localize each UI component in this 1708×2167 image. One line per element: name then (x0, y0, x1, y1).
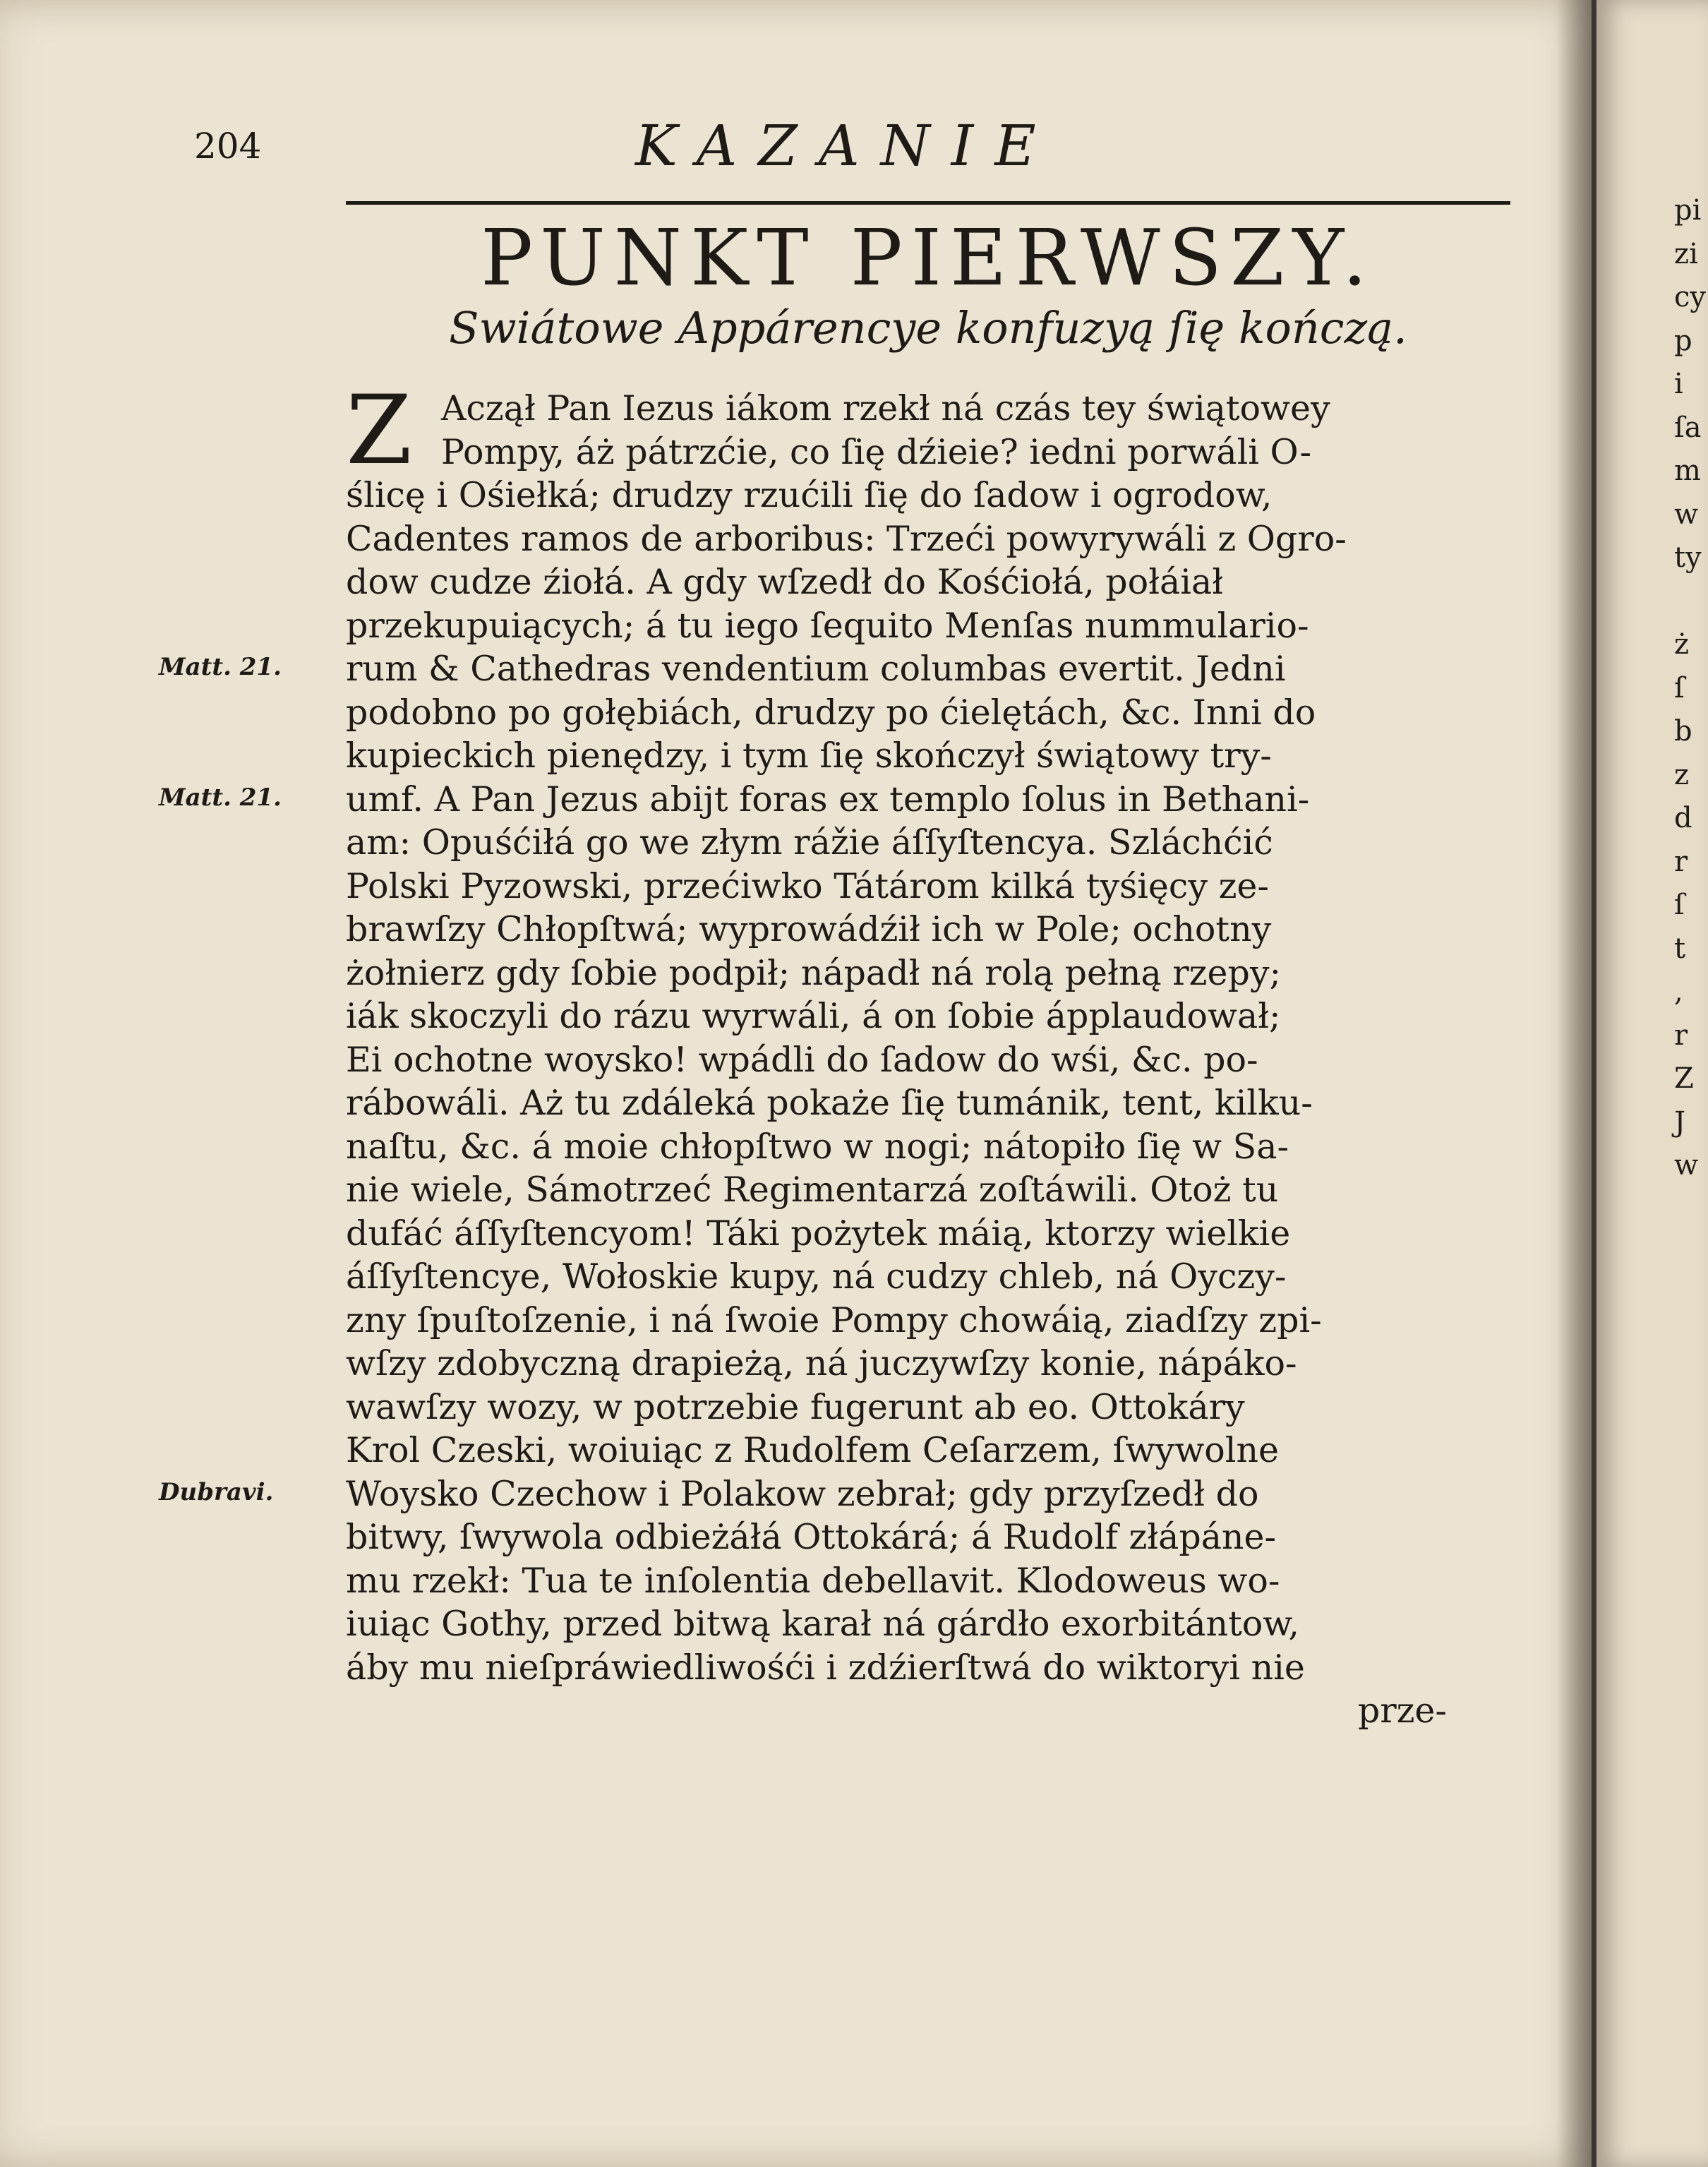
facing-page-edge (1596, 0, 1708, 2167)
header-rule (346, 201, 1510, 205)
text-line: iák skoczyli do rázu wyrwáli, á on ſobie ápplaudował; (346, 996, 1281, 1036)
margin-note: Matt. 21. (159, 783, 282, 812)
facing-page-fragment: r (1674, 845, 1688, 878)
binding-gutter (1556, 0, 1592, 2167)
text-line: mu rzekł: Tua te inſolentia debellavit. Klodoweus wo- (346, 1560, 1280, 1601)
text-line: brawſzy Chłopſtwá; wyprowádźił ich w Pole; ochotny (346, 909, 1272, 949)
facing-page-fragment (1674, 585, 1708, 628)
text-line: rum & Cathedras vendentium columbas evertit. Jedni (346, 649, 1286, 689)
facing-page-fragment: zi (1674, 237, 1698, 270)
facing-page-fragment: d (1674, 802, 1692, 834)
page-number: 204 (194, 126, 262, 167)
section-subtitle: Swiátowe Appárencye konfuzyą ſię kończą. (449, 302, 1407, 354)
facing-page-fragment: w (1674, 1149, 1699, 1182)
text-line: Cadentes ramos de arboribus: Trzeći powyrywáli z Ogro- (346, 518, 1347, 559)
facing-page-fragment: r (1674, 1019, 1688, 1052)
text-line: rábowáli. Aż tu zdáleká pokaże ſię tumánik, tent, kilku- (346, 1083, 1313, 1123)
facing-page-fragment: pi (1674, 194, 1702, 227)
margin-note: Matt. 21. (159, 653, 282, 681)
text-line: naſtu, &c. á moie chłopſtwo w nogi; nátopiło ſię w Sa- (346, 1126, 1289, 1167)
drop-cap: Z (346, 375, 412, 486)
catchword: prze- (1357, 1691, 1447, 1731)
facing-page-fragment: m (1674, 455, 1701, 487)
text-line: zny ſpuſtoſzenie, i ná ſwoie Pompy chowáią, ziadſzy zpi- (346, 1299, 1322, 1340)
text-line: áby mu nieſpráwiedliwośći i zdźierſtwá do wiktoryi nie (346, 1647, 1305, 1688)
text-line: iuiąc Gothy, przed bitwą karał ná gárdło exorbitántow, (346, 1604, 1299, 1644)
text-line: umf. A Pan Jezus abijt foras ex templo ſolus in Bethani- (346, 779, 1310, 820)
facing-page-fragment: b (1674, 715, 1692, 748)
text-line: kupieckich pienędzy, i tym ſię skończył świątowy try- (346, 736, 1272, 776)
text-line: Polski Pyzowski, przećiwko Tátárom kilká tyśięcy ze- (346, 865, 1269, 906)
text-line: Pompy, áż pátrzćie, co ſię dźieie? iedni porwáli O- (441, 431, 1312, 472)
text-line: dufáć áſſyſtencyom! Táki pożytek máią, ktorzy wielkie (346, 1213, 1291, 1254)
text-line: ślicę i Ośiełká; drudzy rzućili ſię do ſadow i ogrodow, (346, 475, 1273, 515)
section-title: PUNKT PIERWSZY. (481, 212, 1376, 303)
text-line: przekupuiących; á tu iego ſequito Menſas nummulario- (346, 605, 1309, 646)
facing-page-fragment: Z (1674, 1062, 1694, 1095)
facing-page-fragment: t (1674, 932, 1686, 965)
text-line: wſzy zdobyczną drapieżą, ná juczywſzy konie, nápáko- (346, 1343, 1297, 1383)
facing-page-fragment: , (1674, 976, 1683, 1008)
text-line: bitwy, ſwywola odbieżáłá Ottokárá; á Rudolf złápáne- (346, 1517, 1277, 1557)
text-line: Ei ochotne woysko! wpádli do ſadow do wśi, &c. po- (346, 1039, 1258, 1080)
body-text (346, 375, 1510, 1733)
text-line: dow cudze źiołá. A gdy wſzedł do Kośćiołá, połáiał (346, 562, 1224, 602)
facing-page-fragment: J (1674, 1105, 1686, 1139)
facing-page-fragment: z (1674, 758, 1690, 791)
facing-page-fragment: cy (1674, 281, 1706, 313)
text-line: áſſyſtencye, Wołoskie kupy, ná cudzy chleb, ná Oyczy- (346, 1256, 1287, 1297)
text-line: Woysko Czechow i Polakow zebrał; gdy przyſzedł do (346, 1473, 1259, 1514)
facing-page-fragment: ż (1674, 628, 1690, 661)
text-line: am: Opuśćiłá go we złym rážie áſſyſtencya. Szláchćić (346, 822, 1273, 863)
margin-note: Dubravi. (159, 1477, 274, 1506)
running-head: KAZANIE (635, 113, 1057, 179)
text-line: nie wiele, Sámotrzeć Regimentarzá zoſtáwili. Otoż tu (346, 1170, 1279, 1210)
text-line: żołnierz gdy ſobie podpił; nápadł ná rolą pełną rzepy; (346, 952, 1282, 993)
text-line: podobno po gołębiách, drudzy po ćielętách, &c. Inni do (346, 692, 1316, 733)
facing-page-fragment: p (1674, 324, 1692, 357)
text-line: Aczął Pan Iezus iákom rzekł ná czás tey świątowey (441, 388, 1330, 428)
text-line: wawſzy wozy, w potrzebie fugerunt ab eo. Ottokáry (346, 1386, 1245, 1427)
text-line: Krol Czeski, woiuiąc z Rudolfem Ceſarzem, ſwywolne (346, 1430, 1279, 1470)
facing-page-fragment: ty (1674, 541, 1702, 574)
facing-page-fragment: i (1674, 368, 1683, 400)
facing-page-fragment: ſ (1674, 889, 1685, 921)
facing-page-fragment: ſa (1674, 411, 1702, 444)
facing-page-fragment: w (1674, 498, 1699, 531)
facing-page-fragment: ſ (1674, 671, 1685, 704)
